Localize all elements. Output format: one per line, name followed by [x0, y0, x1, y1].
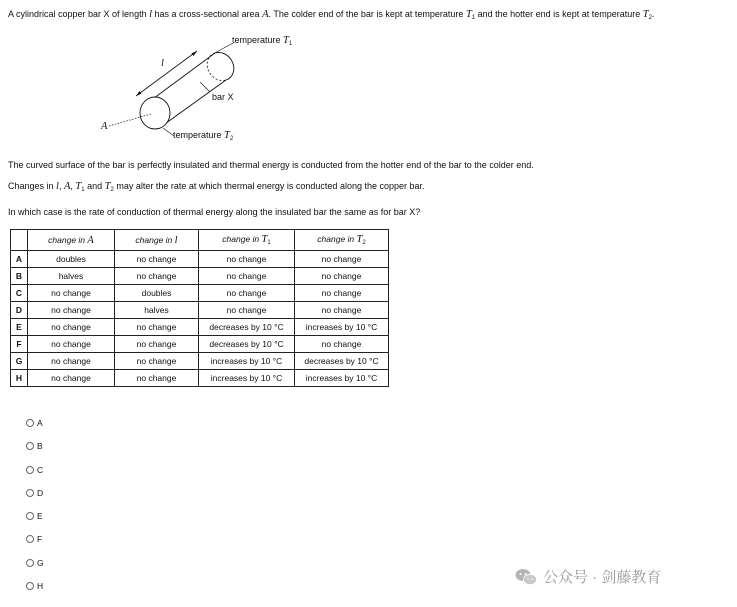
answer-label: F: [37, 534, 43, 544]
near-end-face: [140, 97, 170, 129]
text-part: may alter the rate at which thermal energy is conducted along the copper bar.: [113, 181, 425, 191]
table-row: [11, 302, 389, 319]
far-end-visible: [215, 52, 234, 80]
header-text: change in: [317, 234, 357, 244]
table-cell: no change: [295, 251, 389, 268]
row-letter: A: [11, 251, 28, 268]
table-cell: no change: [28, 336, 115, 353]
radio-button[interactable]: [26, 419, 34, 427]
table-cell: no change: [199, 302, 295, 319]
leader-line-bar: [200, 82, 210, 92]
table-cell: no change: [115, 336, 199, 353]
table-cell: no change: [115, 353, 199, 370]
intro-part: .: [651, 9, 655, 19]
table-cell: decreases by 10 °C: [199, 336, 295, 353]
answer-option-c[interactable]: [26, 465, 43, 475]
paragraph-changes: [8, 181, 425, 193]
header-text: change in: [222, 234, 262, 244]
table-cell: increases by 10 °C: [295, 370, 389, 387]
table-cell: no change: [199, 285, 295, 302]
answer-label: A: [37, 418, 43, 428]
answer-option-h[interactable]: [26, 581, 43, 591]
watermark-text: 公众号 · 剑藤教育: [543, 569, 662, 586]
table-cell: no change: [115, 370, 199, 387]
intro-part: and the hotter end is kept at temperature: [475, 9, 643, 19]
table-cell: no change: [199, 251, 295, 268]
label-length: l: [161, 58, 164, 69]
table-cell: increases by 10 °C: [295, 319, 389, 336]
answer-label: G: [37, 558, 44, 568]
table-cell: no change: [28, 302, 115, 319]
text-part: ,: [58, 181, 64, 191]
answer-option-g[interactable]: [26, 558, 44, 568]
table-body: [11, 251, 389, 387]
table-row: [11, 268, 389, 285]
row-letter: C: [11, 285, 28, 302]
table-row: [11, 319, 389, 336]
table-cell: no change: [295, 285, 389, 302]
symbol-t2: T: [642, 9, 649, 20]
symbol-t2: T: [104, 181, 111, 192]
radio-button[interactable]: [26, 466, 34, 474]
symbol-a: A: [262, 9, 269, 20]
table-cell: no change: [115, 251, 199, 268]
text-part: ,: [70, 181, 76, 191]
paragraph-insulation: The curved surface of the bar is perfectly insulated and thermal energy is conducted from the hotter end of the bar to the colder end.: [8, 160, 534, 170]
symbol-l: l: [149, 9, 152, 20]
label-text: temperature: [232, 35, 284, 45]
row-letter: B: [11, 268, 28, 285]
table-cell: no change: [115, 268, 199, 285]
table-cell: no change: [295, 302, 389, 319]
row-letter: D: [11, 302, 28, 319]
symbol-t2: T: [224, 130, 230, 141]
arrowhead: [136, 91, 142, 96]
table-cell: halves: [28, 268, 115, 285]
intro-part: . The colder end of the bar is kept at temperature: [268, 9, 466, 19]
row-letter: H: [11, 370, 28, 387]
leader-line-t1: [213, 43, 233, 54]
table-cell: no change: [295, 336, 389, 353]
bar-diagram: [95, 30, 335, 150]
table-cell: no change: [28, 353, 115, 370]
wechat-icon: [515, 568, 537, 586]
header-symbol: T: [261, 234, 268, 245]
subscript: 1: [471, 15, 476, 21]
symbol-t1: T: [465, 9, 472, 20]
subscript: 2: [110, 187, 114, 193]
radio-button[interactable]: [26, 442, 34, 450]
header-change-t1: [199, 230, 295, 251]
header-symbol: A: [87, 234, 94, 246]
row-letter: G: [11, 353, 28, 370]
answer-option-a[interactable]: [26, 418, 43, 428]
subscript: 2: [229, 136, 234, 142]
answer-label: E: [37, 511, 43, 521]
answer-label: D: [37, 488, 44, 498]
table-row: [11, 336, 389, 353]
table-cell: no change: [28, 370, 115, 387]
header-symbol: l: [174, 234, 178, 246]
table-row: [11, 251, 389, 268]
header-text: change in: [48, 234, 88, 245]
label-temperature-t2: [173, 130, 233, 142]
table-cell: increases by 10 °C: [199, 370, 295, 387]
arrowhead: [192, 51, 198, 56]
radio-button[interactable]: [26, 535, 34, 543]
header-text: change in: [135, 234, 175, 245]
text-part: Changes in: [8, 181, 57, 191]
label-bar-x: bar X: [212, 92, 234, 102]
table-cell: decreases by 10 °C: [199, 319, 295, 336]
radio-button[interactable]: [26, 582, 34, 590]
table-cell: no change: [115, 319, 199, 336]
subscript: 2: [648, 15, 652, 21]
symbol-t1: T: [283, 35, 289, 46]
header-change-t2: [295, 230, 389, 251]
subscript: 2: [362, 240, 366, 246]
radio-button[interactable]: [26, 489, 34, 497]
label-text: temperature: [173, 130, 225, 140]
header-empty: [11, 230, 28, 251]
table-cell: doubles: [28, 251, 115, 268]
symbol-a: A: [63, 181, 71, 192]
intro-part: A cylindrical copper bar X of length: [8, 9, 150, 19]
table-cell: decreases by 10 °C: [295, 353, 389, 370]
answer-option-e[interactable]: [26, 511, 43, 521]
table-row: [11, 353, 389, 370]
answer-option-d[interactable]: [26, 488, 43, 498]
table-cell: doubles: [115, 285, 199, 302]
header-change-l: [115, 230, 199, 251]
radio-button[interactable]: [26, 512, 34, 520]
subscript: 1: [288, 41, 293, 47]
answer-option-b[interactable]: [26, 441, 43, 451]
table-cell: no change: [28, 285, 115, 302]
table-cell: no change: [199, 268, 295, 285]
table-cell: no change: [28, 319, 115, 336]
question-text: In which case is the rate of conduction of thermal energy along the insulated bar the same as for bar X?: [8, 207, 421, 217]
answer-label: C: [37, 465, 44, 475]
answer-label: H: [37, 581, 44, 591]
text-part: and: [84, 181, 105, 191]
label-temperature-t1: [232, 35, 292, 47]
table-row: [11, 285, 389, 302]
symbol-t1: T: [75, 181, 82, 192]
watermark: [515, 566, 661, 587]
cylinder-top-edge: [150, 53, 215, 101]
table-cell: increases by 10 °C: [199, 353, 295, 370]
table-cell: halves: [115, 302, 199, 319]
header-symbol: T: [356, 234, 363, 245]
radio-button[interactable]: [26, 559, 34, 567]
subscript: 1: [267, 240, 271, 246]
header-change-a: [28, 230, 115, 251]
table-header-row: [11, 230, 389, 251]
label-area: A: [101, 121, 108, 132]
intro-text: [8, 9, 654, 21]
table-cell: no change: [295, 268, 389, 285]
row-letter: F: [11, 336, 28, 353]
subscript: 1: [81, 187, 85, 193]
table-row: [11, 370, 389, 387]
symbol-l: l: [56, 181, 59, 192]
answer-label: B: [37, 441, 43, 451]
options-table: [10, 229, 389, 387]
row-letter: E: [11, 319, 28, 336]
cylinder-bottom-edge: [162, 80, 226, 126]
answer-option-f[interactable]: [26, 534, 42, 544]
intro-part: has a cross-sectional area: [152, 9, 263, 19]
